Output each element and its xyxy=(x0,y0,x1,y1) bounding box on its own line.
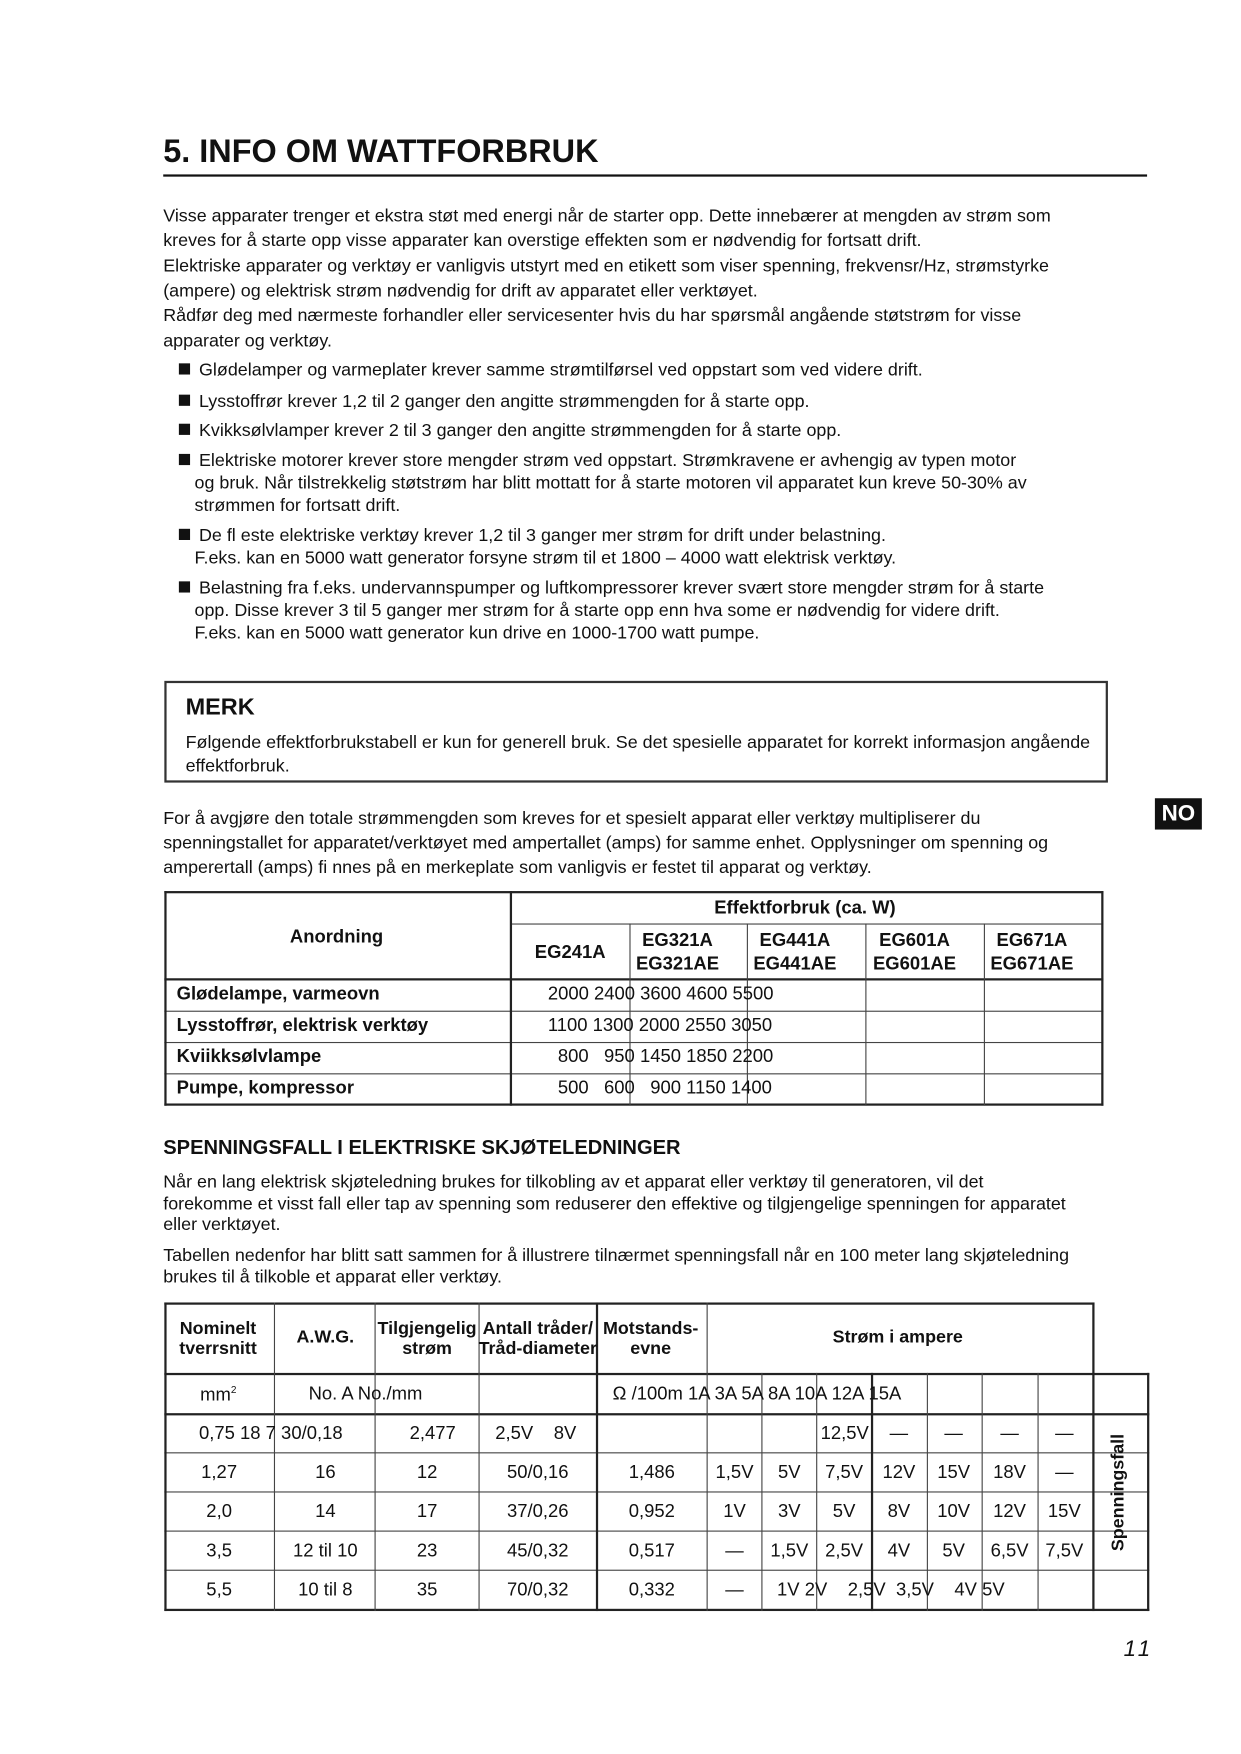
device-name: Lysstoffrør, elektrisk verktøy xyxy=(176,1015,429,1036)
cell: 45/0,32 xyxy=(506,1540,569,1561)
table-rule xyxy=(761,1373,762,1611)
table-rule xyxy=(816,1373,817,1611)
table-rule xyxy=(927,1373,928,1611)
bullet-text: Lysstoffrør krever 1,2 til 2 ganger den angitte strømmengden for å starte opp. xyxy=(199,392,810,412)
table-rule xyxy=(164,1373,1094,1375)
device-name: Glødelampe, varmeovn xyxy=(176,983,380,1004)
bullet-line xyxy=(179,451,1118,473)
cell: 23 xyxy=(416,1540,438,1561)
title-rule xyxy=(163,174,1147,176)
wattage-values: 2000 2400 3600 4600 5500 xyxy=(547,983,774,1004)
bullet-line xyxy=(195,623,1134,645)
cell: 15V xyxy=(1047,1501,1081,1522)
cell: 18V xyxy=(993,1462,1026,1483)
section-heading: SPENNINGSFALL I ELEKTRISKE SKJØTELEDNINGER xyxy=(163,1135,681,1159)
cell: 14 xyxy=(315,1501,336,1522)
bullet-text: F.eks. kan en 5000 watt generator forsyne strøm til et 1800 – 4000 watt elektrisk verktøy. xyxy=(194,548,897,568)
cell: 3V xyxy=(778,1501,801,1522)
cell: 4V xyxy=(887,1540,911,1561)
bullet-line xyxy=(195,600,1134,622)
device-name: Pumpe, kompressor xyxy=(176,1077,355,1098)
table-rule xyxy=(164,891,166,1106)
note-text: Følgende effektforbrukstabell er kun for generell bruk. Se det spesielle apparatet for korrekt informasjon angående effektforbruk. xyxy=(185,733,1091,776)
dash-cell: — xyxy=(1055,1423,1074,1444)
table-rule xyxy=(1092,1302,1094,1611)
column-header: Tråd-diameter xyxy=(478,1339,597,1359)
bullet-text: F.eks. kan en 5000 watt generator kun drive en 1000-1700 watt pumpe. xyxy=(194,623,760,643)
dash-cell: — xyxy=(1000,1423,1019,1444)
unit-mm xyxy=(200,1384,236,1406)
bullet-line xyxy=(179,525,1118,547)
cell: 12,5V xyxy=(820,1423,869,1444)
language-badge: NO xyxy=(1155,798,1202,829)
row-lead: 0,75 18 7 30/0,18 xyxy=(199,1423,343,1444)
section-line: Tabellen nedenfor har blitt satt sammen for å illustrere tilnærmet spenningsfall når en 100 meter lang skjøteledning xyxy=(163,1246,1070,1266)
cell: 5V xyxy=(832,1501,856,1522)
cell: — xyxy=(725,1579,744,1600)
model-header: EG671AE xyxy=(990,953,1074,974)
wattage-values: 1100 1300 2000 2550 3050 xyxy=(547,1015,773,1036)
bullet-text: strømmen for fortsatt drift. xyxy=(194,496,401,516)
section-line: forekomme et visst fall eller tap av spenning som reduserer den effektive og tilgjengelige spenningen for apparatet xyxy=(163,1195,1066,1215)
section-line: eller verktøyet. xyxy=(163,1215,281,1235)
table-rule xyxy=(982,1373,983,1611)
bullet-text: og bruk. Når tilstrekkelig støtstrøm har blitt mottatt for å starte motoren vil apparatet kun kreve 50-30% av xyxy=(194,474,1027,494)
cell: 0,517 xyxy=(628,1540,675,1561)
model-header: EG601AE xyxy=(872,953,957,974)
bullet-square-icon xyxy=(179,529,190,540)
cell: 7,5V xyxy=(825,1462,864,1483)
model-header: EG671A xyxy=(996,930,1068,951)
note-heading: MERK xyxy=(185,694,255,720)
model-header: EG441AE xyxy=(753,953,837,974)
table-rule xyxy=(871,1373,873,1611)
cell: 12V xyxy=(882,1462,916,1483)
cell: 3,5 xyxy=(206,1540,232,1561)
cell: — xyxy=(725,1540,744,1561)
model-header: EG321AE xyxy=(635,953,720,974)
calc-line: For å avgjøre den totale strømmengden som kreves for et spesielt apparat eller verktøy multipliserer du xyxy=(163,809,981,829)
unit-ohm: Ω /100m 1A 3A 5A 8A 10A 12A 15A xyxy=(612,1384,902,1405)
cell: 5V xyxy=(778,1462,801,1483)
bullet-line xyxy=(195,548,1134,570)
bullet-square-icon xyxy=(179,454,190,465)
bullet-text: De fl este elektriske verktøy krever 1,2 til 3 ganger mer strøm for drift under belastning. xyxy=(199,526,886,546)
cell: 17 xyxy=(416,1501,438,1522)
column-header: tverrsnitt xyxy=(179,1339,257,1359)
table-rule xyxy=(164,978,1103,980)
table-rule xyxy=(164,1302,1094,1304)
column-header: Antall tråder/ xyxy=(482,1319,593,1339)
page-title: 5. INFO OM WATTFORBRUK xyxy=(163,134,599,170)
column-header: evne xyxy=(630,1339,672,1359)
cell: 12 xyxy=(416,1462,438,1483)
cell: 5,5 xyxy=(206,1579,232,1600)
cell: 0,952 xyxy=(628,1501,675,1522)
cell: 2,477 xyxy=(409,1423,456,1444)
device-name: Kviikksølvlampe xyxy=(176,1046,322,1067)
table-rule xyxy=(164,1413,1149,1415)
cell: 1,27 xyxy=(201,1462,238,1483)
cell: 2,0 xyxy=(206,1501,232,1522)
intro-line: apparater og verktøy. xyxy=(163,332,332,352)
intro-line: kreves for å starte opp visse apparater kan overstige effekten som er nødvendig for fortsatt drift. xyxy=(163,231,922,251)
bullet-text: Kvikksølvlamper krever 2 til 3 ganger den angitte strømmengden for å starte opp. xyxy=(199,421,842,441)
wattage-values: 800 950 1450 1850 2200 xyxy=(557,1046,774,1067)
calc-line: spenningstallet for apparatet/verktøyet med ampertallet (amps) for samme enhet. Opplysninger om spenning og xyxy=(163,834,1049,854)
column-header: Strøm i ampere xyxy=(832,1328,963,1348)
table-rule xyxy=(164,1491,1149,1492)
table-rule xyxy=(707,1302,708,1611)
cell: 10V xyxy=(937,1501,971,1522)
column-header: Nominelt xyxy=(179,1319,257,1339)
table-rule xyxy=(164,1103,1103,1105)
bullet-line xyxy=(179,391,1118,413)
table-rule xyxy=(164,1302,166,1611)
table-rule xyxy=(164,891,1103,893)
section-line: Når en lang elektrisk skjøteledning brukes for tilkobling av et apparat eller verktøy til generatoren, vil det xyxy=(163,1172,984,1192)
cell: 16 xyxy=(315,1462,336,1483)
group-header: Effektforbruk (ca. W) xyxy=(714,897,896,918)
bullet-text: Glødelamper og varmeplater krever samme strømtilførsel ved oppstart som ved videre drift. xyxy=(199,361,923,381)
cell: 1,5V xyxy=(770,1540,809,1561)
unit-mm-text: mm xyxy=(200,1384,231,1405)
model-header: EG241A xyxy=(534,942,606,963)
cell: 1,5V xyxy=(715,1462,754,1483)
column-header: A.W.G. xyxy=(296,1328,355,1348)
bullet-line xyxy=(195,495,1134,517)
dash-cell: — xyxy=(944,1423,963,1444)
cell: 8V xyxy=(887,1501,911,1522)
device-header: Anordning xyxy=(289,926,384,947)
table-rule xyxy=(984,923,985,1105)
table-rule xyxy=(1038,1373,1039,1611)
bullet-line xyxy=(179,360,1118,382)
table-rule xyxy=(375,1302,376,1611)
table-rule xyxy=(510,891,512,1106)
table-rule xyxy=(164,1011,1103,1012)
bullet-square-icon xyxy=(179,424,190,435)
bullet-text: Elektriske motorer krever store mengder strøm ved oppstart. Strømkravene er avhengig av typen motor xyxy=(199,451,1017,471)
bullet-square-icon xyxy=(179,581,190,592)
bullet-square-icon xyxy=(179,363,190,374)
cell: 35 xyxy=(416,1579,438,1600)
table-rule xyxy=(164,1570,1149,1571)
table-rule xyxy=(865,923,866,1105)
cell: 6,5V xyxy=(990,1540,1029,1561)
wattage-values: 500 600 900 1150 1400 xyxy=(557,1077,772,1098)
calc-line: amperertall (amps) fi nnes på en merkeplate som vanligvis er festet til apparat og verktøy. xyxy=(163,858,872,878)
page-number: 11 xyxy=(1123,1636,1154,1662)
intro-line: Elektriske apparater og verktøy er vanligvis utstyrt med en etikett som viser spenning, frekvensr/Hz, strømstyrke xyxy=(163,257,1049,277)
table-rule xyxy=(1092,1373,1149,1375)
column-header: Motstands- xyxy=(602,1319,699,1339)
model-header: EG321A xyxy=(642,930,713,951)
cell-tail: 1V 2V 2,5V 3,5V 4V 5V xyxy=(777,1579,1005,1600)
bullet-line xyxy=(195,473,1134,495)
unit-awg: No. A No./mm xyxy=(308,1384,423,1405)
bullet-square-icon xyxy=(179,395,190,406)
side-label: Spenningsfall xyxy=(1109,1433,1129,1552)
table-rule xyxy=(511,923,1104,924)
table-rule xyxy=(164,1531,1149,1532)
cell: 7,5V xyxy=(1045,1540,1084,1561)
cell: 70/0,32 xyxy=(506,1579,569,1600)
column-header: strøm xyxy=(402,1339,452,1359)
cell: 37/0,26 xyxy=(506,1501,569,1522)
table-rule xyxy=(164,1452,1149,1453)
cell: 12 til 10 xyxy=(293,1540,358,1561)
cell: 5V xyxy=(942,1540,965,1561)
bullet-line xyxy=(179,420,1118,442)
model-header: EG601A xyxy=(879,930,950,951)
cell: 2,5V xyxy=(825,1540,864,1561)
note-box xyxy=(164,681,1108,783)
intro-line: Rådfør deg med nærmeste forhandler eller servicesenter hvis du har spørsmål angående støtstrøm for visse xyxy=(163,306,1022,326)
bullet-text: Belastning fra f.eks. undervannspumper og luftkompressorer krever svært store mengder strøm for å starte xyxy=(199,579,1045,599)
model-header: EG441A xyxy=(759,930,831,951)
table-rule xyxy=(164,1073,1103,1074)
cell: 0,332 xyxy=(628,1579,675,1600)
cell: 1V xyxy=(723,1501,746,1522)
intro-line: (ampere) og elektrisk strøm nødvendig for drift av apparatet eller verktøyet. xyxy=(163,281,758,301)
table-rule xyxy=(164,1042,1103,1043)
cell: — xyxy=(1055,1462,1074,1483)
dash-cell: — xyxy=(889,1423,909,1444)
bullet-text: opp. Disse krever 3 til 5 ganger mer strøm for å starte opp enn hva some er nødvendig for videre drift. xyxy=(194,601,1000,621)
section-line: brukes til å tilkoble et apparat eller verktøy. xyxy=(163,1267,502,1287)
bullet-line xyxy=(179,578,1118,600)
table-rule xyxy=(1147,1373,1149,1611)
cell: 1,486 xyxy=(628,1462,675,1483)
column-header: Tilgjengelig xyxy=(377,1319,477,1339)
table-rule xyxy=(1101,891,1103,1106)
unit-superscript: 2 xyxy=(230,1384,237,1396)
cell: 2,5V 8V xyxy=(495,1423,577,1444)
cell: 50/0,16 xyxy=(506,1462,569,1483)
table-rule xyxy=(164,1609,1149,1611)
intro-line: Visse apparater trenger et ekstra støt med energi når de starter opp. Dette innebærer at mengden av strøm som xyxy=(163,206,1051,226)
cell: 10 til 8 xyxy=(298,1579,353,1600)
table-rule xyxy=(274,1302,275,1611)
cell: 12V xyxy=(993,1501,1026,1522)
cell: 15V xyxy=(937,1462,971,1483)
